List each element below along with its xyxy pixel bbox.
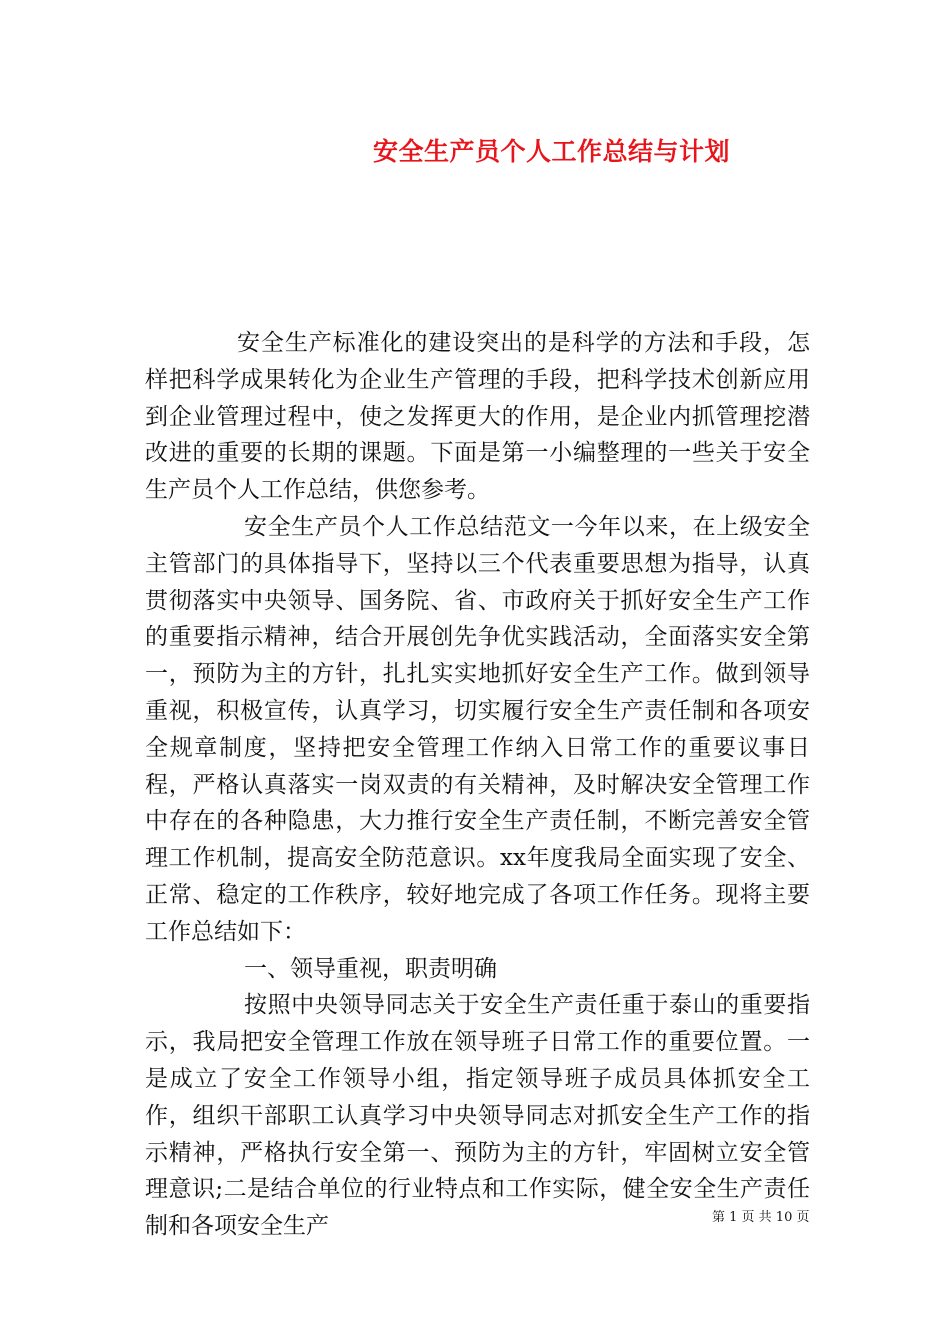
page-title: 安全生产员个人工作总结与计划 [373, 137, 731, 166]
summary-paragraph: 安全生产员个人工作总结范文一今年以来，在上级安全主管部门的具体指导下，坚持以三个代表重要思想为指导，认真贯彻落实中央领导、国务院、省、市政府关于抓好安全生产工作的重要指示精神，结合开展创先争优实践活动，全面落实安全第一，预防为主的方针，扎扎实实地抓好安全生产工作。做到领导重视，积极宣传，认真学习，切实履行安全生产责任制和各项安全规章制度，坚持把安全管理工作纳入日常工作的重要议事日程，严格认真落实一岗双责的有关精神，及时解决安全管理工作中存在的各种隐患，大力推行安全生产责任制，不断完善安全管理工作机制，提高安全防范意识。xx年度我局全面实现了安全、正常、稳定的工作秩序，较好地完成了各项工作任务。现将主要工作总结如下： [145, 513, 810, 945]
section-paragraph: 按照中央领导同志关于安全生产责任重于泰山的重要指示，我局把安全管理工作放在领导班子日常工作的重要位置。一是成立了安全工作领导小组，指定领导班子成员具体抓安全工作，组织干部职工认真学习中央领导同志对抓安全生产工作的指示精神，严格执行安全第一、预防为主的方针，牢固树立安全管理意识;二是结合单位的行业特点和工作实际，健全安全生产责任制和各项安全生产 [145, 992, 810, 1240]
document-body [145, 325, 810, 1245]
intro-paragraph: 安全生产标准化的建设突出的是科学的方法和手段，怎样把科学成果转化为企业生产管理的手段，把科学技术创新应用到企业管理过程中，使之发挥更大的作用，是企业内抓管理挖潜改进的重要的长期的课题。下面是第一小编整理的一些关于安全生产员个人工作总结，供您参考。 [145, 330, 810, 504]
page-number: 第 1 页 共 10 页 [712, 1210, 810, 1225]
section-heading: 一、领导重视，职责明确 [244, 955, 497, 982]
